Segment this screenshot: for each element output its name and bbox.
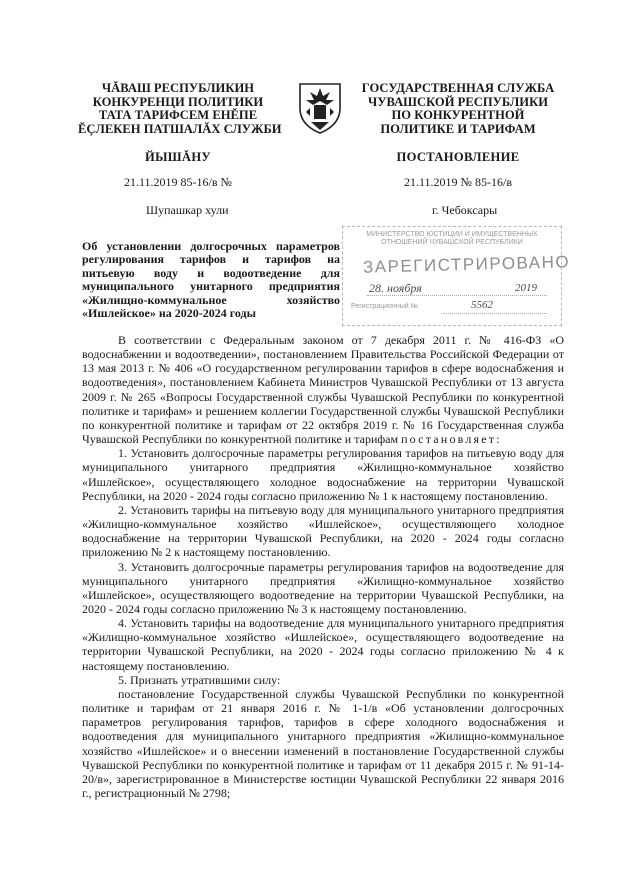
- header-left-line: КОНКУРЕНЦИ ПОЛИТИКИ: [92, 94, 264, 109]
- body-item-5: 5. Признать утратившими силу:: [118, 672, 281, 687]
- header-left-chuvash: [78, 81, 282, 136]
- header-left-line: ЧĂВАШ РЕСПУБЛИКИН: [101, 81, 255, 95]
- stamp-date-underline: [367, 295, 547, 296]
- title-line: муниципального унитарного предприятия: [82, 279, 340, 294]
- header-left-line: ĔÇЛЕКЕН ПАТШАЛĂХ СЛУЖБИ: [78, 121, 282, 136]
- header-right-line: ПО КОНКУРЕНТНОЙ: [391, 108, 525, 123]
- stamp-number-underline: [443, 313, 547, 314]
- registration-stamp: [342, 226, 571, 326]
- header-right-line: ПОЛИТИКЕ И ТАРИФАМ: [380, 121, 536, 136]
- stamp-date: 28. ноября: [369, 281, 422, 295]
- city-russian: г. Чебоксары: [432, 203, 498, 217]
- date-number-russian: 21.11.2019 № 85-16/в: [404, 175, 512, 189]
- title-line: «Жилищно-коммунальное хозяйство: [82, 292, 340, 307]
- stamp-registered: ЗАРЕГИСТРИРОВАНО: [362, 252, 571, 277]
- doc-type-chuvash: ЙЫШĂНУ: [145, 150, 211, 164]
- intro-text: В соответствии с Федеральным законом от 7 декабря 2011 г. № 416-ФЗ «О водоснабжении и водоотведении», постановлением Правительства Российской Федерации от 13 мая 2013 г. № 406 «О государственном регулировании тарифов в сфере водоснабжения и водоотведения», постановлением Кабинета Министров Чувашской Республики от 13 августа 2009 г. № 265 «Вопросы Государственной службы Чувашской Республики по конкурентной политике и тарифам» и решением коллегии Государственной службы Чувашской Республики по конкурентной политике и тарифам от 22 октября 2019 г. № 16 Государственная служба Чувашской Республики по конкурентной политике и тарифам: [82, 333, 564, 447]
- stamp-year: 2019: [515, 282, 537, 294]
- body-intro: [82, 333, 564, 446]
- body-item-5-sub: постановление Государственной службы Чувашской Республики по конкурентной политике и тарифам от 21 января 2016 г. № 1-1/в «Об установлении долгосрочных параметров регулирования тарифов, тарифов в сфере холодного водоснабжения и водоотведения для муниципального унитарного предприятия «Жилищно-коммунальное хозяйство «Ишлейское» и о внесении изменений в постановление Государственной службы Чувашской Республики по конкурентной политике и тарифам от 11 декабря 2015 г. № 91-14-20/в», зарегистрированное в Министерстве юстиции Чувашской Республики 22 января 2016 г., регистрационный № 2798;: [82, 686, 564, 800]
- title-line: «Ишлейское» на 2020-2024 годы: [82, 306, 256, 321]
- stamp-number-label: Регистрационный №: [351, 303, 419, 310]
- chuvash-emblem-icon: [296, 78, 344, 134]
- header-left-line: ТАТА ТАРИФСЕМ ЕНĔПЕ: [98, 108, 258, 123]
- header-right-russian: [358, 82, 558, 136]
- stamp-number: 5562: [471, 299, 493, 311]
- stamp-organization: МИНИСТЕРСТВО ЮСТИЦИИ И ИМУЩЕСТВЕННЫХ ОТНОШЕНИЙ ЧУВАШСКОЙ РЕСПУБЛИКИ: [366, 231, 538, 246]
- body-item-2: 2. Установить тарифы на питьевую воду для муниципального унитарного предприятия «Жилищно-коммунальное хозяйство «Ишлейское», осуществляющего холодное водоснабжение на территории Чувашской Республики, на 2020 - 2024 годы согласно приложению № 2 к настоящему постановлению.: [82, 502, 564, 560]
- header-right-line: ЧУВАШСКОЙ РЕСПУБЛИКИ: [367, 94, 548, 109]
- city-chuvash: Шупашкар хули: [146, 203, 229, 217]
- resolves-word: постановляет:: [401, 432, 502, 447]
- date-number-chuvash: 21.11.2019 85-16/в №: [124, 175, 232, 189]
- title-line: регулирования тарифов и тарифов на: [82, 252, 340, 267]
- title-line: питьевую воду и водоотведение для: [82, 265, 340, 280]
- document-body: [82, 333, 564, 800]
- header-right-line: ГОСУДАРСТВЕННАЯ СЛУЖБА: [361, 81, 555, 95]
- document-title: [82, 240, 340, 320]
- title-line: Об установлении долгосрочных параметров: [82, 239, 340, 253]
- body-item-4: 4. Установить тарифы на водоотведение для муниципального унитарного предприятия «Жилищно-коммунальное хозяйство «Ишлейское», осуществляющего водоотведение на территории Чувашской Республики, на 2020 - 2024 годы согласно приложению № 4 к настоящему постановлению.: [82, 616, 564, 673]
- body-item-1: 1. Установить долгосрочные параметры регулирования тарифов на питьевую воду для муниципального унитарного предприятия «Жилищно-коммунальное хозяйство «Ишлейское», осуществляющего холодное водоснабжение на территории Чувашской Республики, на 2020 - 2024 годы согласно приложению № 1 к настоящему постановлению.: [82, 446, 564, 503]
- doc-type-russian: ПОСТАНОВЛЕНИЕ: [396, 150, 520, 164]
- body-item-3: 3. Установить долгосрочные параметры регулирования тарифов на водоотведение для муниципального унитарного предприятия «Жилищно-коммунальное хозяйство «Ишлейское», осуществляющего водоотведение на территории Чувашской Республики, на 2020 - 2024 годы согласно приложению № 3 к настоящему постановлению.: [82, 559, 564, 616]
